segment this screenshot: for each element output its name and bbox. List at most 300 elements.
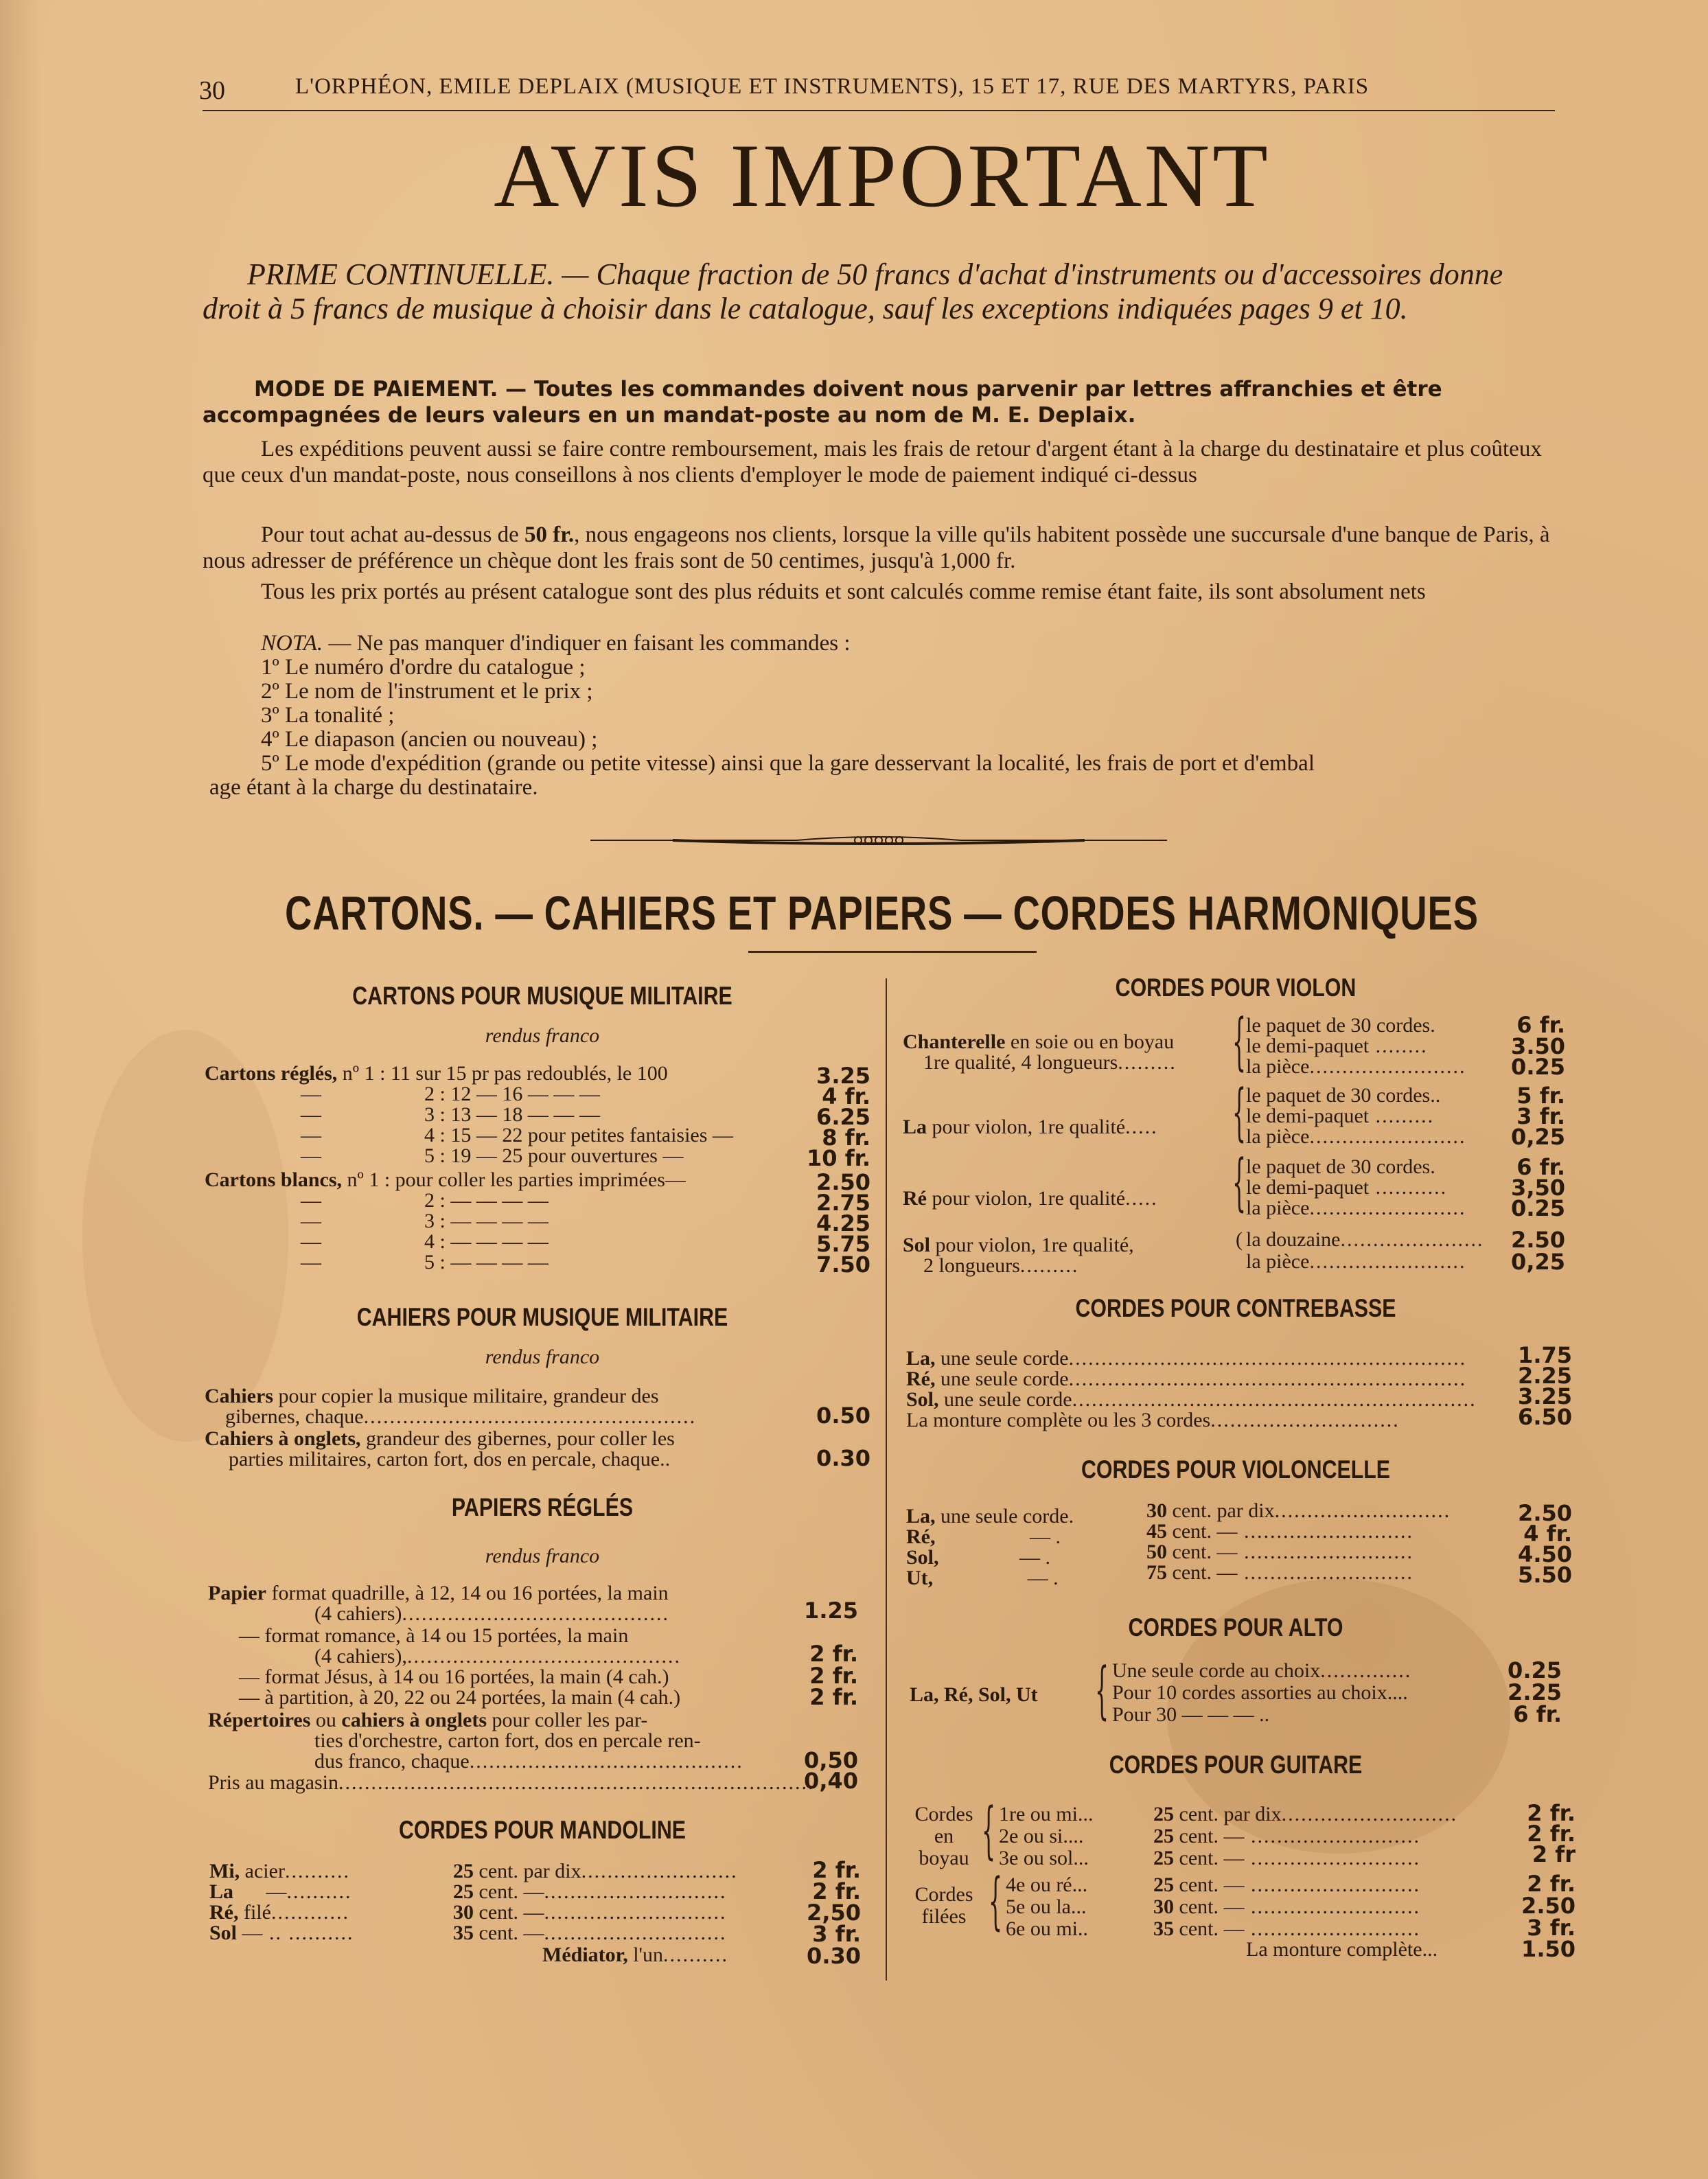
row-desc: (4 cahiers),: [314, 1645, 407, 1668]
row-desc: grandeur des gibernes, pour coller les: [360, 1427, 675, 1450]
table-row: 45 cent. — ..........................: [1146, 1520, 1413, 1543]
guitare-note: 2e ou si....: [999, 1825, 1084, 1847]
table-row: la pièce........................: [1246, 1250, 1466, 1273]
boyau-label-line: boyau: [919, 1847, 969, 1869]
row-desc: dus franco, chaque: [314, 1750, 470, 1773]
row-desc: 3 : 13 — 18 — — —: [424, 1103, 600, 1126]
table-row: Ré pour violon, 1re qualité.....: [903, 1187, 1158, 1210]
row-desc: 5 : 19 — 25 pour ouvertures —: [424, 1144, 684, 1167]
section-title: CARTONS. — CAHIERS ET PAPIERS — CORDES HARMONIQUES: [285, 886, 1479, 940]
table-row: [208, 1709, 647, 1731]
row-price: 0,50: [804, 1747, 858, 1773]
item-text: la pièce: [1246, 1125, 1310, 1148]
alto-heading: CORDES POUR ALTO: [1128, 1613, 1343, 1641]
alto-table: [910, 1655, 1582, 1736]
table-row: Une seule corde au choix..............: [1112, 1659, 1412, 1682]
row-price: 0.25: [1511, 1054, 1565, 1080]
guitare-note: 6e ou mi..: [1006, 1917, 1088, 1940]
string-desc: en soie ou en boyau: [1005, 1030, 1175, 1053]
guitare-note: 1re ou mi...: [999, 1803, 1094, 1825]
table-row: [205, 1428, 675, 1450]
item-text: Une seule corde au choix: [1112, 1659, 1321, 1682]
string-note: filé: [243, 1901, 271, 1924]
string-unit: cent. —: [1179, 1917, 1245, 1940]
ornament-divider-icon: [590, 832, 1167, 849]
table-row: 30 cent. par dix...........................: [1146, 1499, 1451, 1522]
mode-paiement: [203, 376, 1562, 428]
row-price: 4 fr.: [1523, 1521, 1572, 1547]
string-cents: 25: [453, 1880, 474, 1903]
table-row: (4 cahiers),..........................................: [314, 1645, 681, 1668]
running-title: L'ORPHÉON, EMILE DEPLAIX (MUSIQUE ET INSTRUMENTS), 15 ET 17, RUE DES MARTYRS, PARIS: [295, 74, 1370, 99]
string-name: La: [209, 1880, 234, 1903]
row-price: 2 fr.: [1527, 1800, 1576, 1826]
column-divider: [886, 978, 887, 1981]
paragraph-cheque-a: Pour tout achat au-dessus de: [261, 522, 524, 547]
table-row: [301, 1252, 549, 1273]
item-text: le demi-paquet: [1246, 1035, 1370, 1057]
row-price: 2 fr.: [812, 1878, 861, 1904]
string-cents: 35: [1153, 1917, 1174, 1940]
cartons-table: [205, 1063, 877, 1282]
table-row: [1006, 1896, 1086, 1918]
string-cents: 25: [1153, 1825, 1174, 1847]
string-name: Ré,: [209, 1901, 239, 1924]
table-row: [1246, 1085, 1440, 1107]
table-row: 30 cent. —............................: [453, 1901, 727, 1924]
row-label: —: [301, 1189, 321, 1212]
table-row: 25 cent. par dix........................: [453, 1860, 738, 1882]
row-price: 6 fr.: [1516, 1154, 1565, 1180]
mandoline-heading: CORDES POUR MANDOLINE: [398, 1816, 686, 1844]
violon-heading: CORDES POUR VIOLON: [1115, 973, 1357, 1002]
row-label: cahiers à onglets: [341, 1709, 487, 1731]
table-row: [314, 1730, 701, 1752]
table-row: [301, 1083, 600, 1105]
row-price: 6.50: [1518, 1404, 1572, 1430]
string-desc: pour violon, 1re qualité,: [930, 1234, 1134, 1256]
cahiers-heading: CAHIERS POUR MUSIQUE MILITAIRE: [356, 1303, 728, 1331]
string-desc: une seule corde: [935, 1368, 1069, 1390]
row-price: 2 fr.: [809, 1663, 858, 1689]
string-desc: pour violon, 1re qualité: [927, 1116, 1126, 1138]
guitare-note: 4e ou ré...: [1006, 1874, 1088, 1896]
table-row: [903, 1234, 1134, 1256]
string-name: La,: [906, 1505, 936, 1527]
item-text: le demi-paquet: [1246, 1176, 1370, 1199]
guitare-heading: CORDES POUR GUITARE: [1109, 1751, 1363, 1779]
brace-icon: {: [982, 1795, 996, 1867]
table-row: le demi-paquet .........: [1246, 1105, 1435, 1127]
row-price: 6.25: [816, 1104, 870, 1130]
row-desc: — à partition, à 20, 22 ou 24 portées, la main (4 cah.): [239, 1686, 681, 1709]
paragraph-cheque: [203, 522, 1562, 574]
table-row: (4 cahiers).........................................: [314, 1602, 669, 1625]
table-row: [239, 1687, 680, 1709]
table-row: [903, 1031, 1174, 1053]
row-desc: nº 1 : pour coller les parties imprimées—: [347, 1168, 686, 1191]
row-price: 2 fr.: [812, 1857, 861, 1883]
string-desc: une seule corde: [935, 1347, 1069, 1370]
string-name: La: [903, 1116, 927, 1138]
row-desc: Pris au magasin: [208, 1771, 338, 1794]
table-row: [906, 1567, 1059, 1589]
table-row: [239, 1666, 669, 1688]
table-row: La pour violon, 1re qualité.....: [903, 1116, 1158, 1138]
string-unit: cent. par dix: [1179, 1803, 1282, 1825]
table-row: 25 cent. — ..........................: [1153, 1874, 1420, 1896]
row-price: 2 fr.: [1527, 1821, 1576, 1847]
row-label: —: [301, 1251, 321, 1273]
item-text: le paquet de 30 cordes..: [1246, 1084, 1441, 1107]
string-unit: cent. par dix: [1172, 1499, 1275, 1522]
row-desc: 3 : — — — —: [424, 1210, 549, 1232]
paragraph-prix: Tous les prix portés au présent catalogue sont des plus réduits et sont calculés comme remise étant faite, ils sont absolument nets: [261, 579, 1426, 604]
string-name: Sol,: [906, 1388, 939, 1411]
violon-table: [903, 1006, 1576, 1282]
row-price: 0,25: [1511, 1124, 1565, 1150]
violoncelle-table: [906, 1500, 1579, 1596]
table-row: la douzaine......................: [1246, 1228, 1484, 1251]
string-cents: 50: [1146, 1541, 1167, 1563]
string-name: Ré: [903, 1187, 927, 1210]
table-row: [1112, 1682, 1408, 1704]
row-desc: format quadrille, à 12, 14 ou 16 portées, la main: [266, 1582, 669, 1604]
row-price: 8 fr.: [822, 1125, 870, 1151]
item-text: la pièce: [1246, 1250, 1310, 1273]
string-note: —: [242, 1922, 263, 1944]
title-rule: [748, 951, 1037, 953]
row-price: 3 fr.: [1516, 1103, 1565, 1129]
string-note: — .: [1014, 1546, 1051, 1569]
alto-label: La, Ré, Sol, Ut: [910, 1683, 1038, 1706]
row-desc: 4 : 15 — 22 pour petites fantaisies —: [424, 1124, 733, 1146]
nota-item: 2º Le nom de l'instrument et le prix ;: [261, 679, 593, 704]
string-unit: cent. par dix: [478, 1860, 581, 1882]
table-row: [301, 1104, 600, 1126]
string-unit: cent. —: [478, 1901, 544, 1924]
string-name: Sol: [903, 1234, 931, 1256]
cartons-heading: CARTONS POUR MUSIQUE MILITAIRE: [352, 982, 732, 1010]
string-unit: cent. —: [1172, 1541, 1238, 1563]
brace-icon: {: [989, 1865, 1003, 1937]
row-desc: parties militaires, carton fort, dos en percale, chaque..: [229, 1448, 671, 1471]
row-price: 3,50: [1511, 1175, 1565, 1201]
item-text: le paquet de 30 cordes.: [1246, 1155, 1435, 1178]
string-desc2: 1re qualité, 4 longueurs: [923, 1051, 1118, 1074]
table-row: Sol, une seule corde..............................................................: [906, 1388, 1477, 1411]
row-price: 0.25: [1508, 1657, 1562, 1683]
paragraph-cheque-c: , nous engageons nos clients, lorsque la ville qu'ils habitent possède une succursale d'une banque de Paris, à nous adresser de préférence un chèque dont les frais sont de 50 centimes, jusqu'à 1,000 fr.: [203, 522, 1550, 573]
paragraph-expeditions: Les expéditions peuvent aussi se faire contre remboursement, mais les frais de retour d'argent étant à la charge du destinataire et plus coûteux que ceux d'un mandat-poste, nous conseillons à nos clients d'employer le mode de paiement indiqué ci-dessus: [203, 437, 1542, 487]
row-label: Cahiers à onglets,: [205, 1427, 361, 1450]
prime-paragraph: [203, 257, 1562, 326]
papiers-franco: rendus franco: [485, 1545, 600, 1567]
table-row: [906, 1526, 1061, 1548]
table-row: [239, 1625, 628, 1647]
row-desc: gibernes, chaque: [225, 1405, 364, 1428]
prime-lead: PRIME CONTINUELLE. —: [247, 257, 589, 291]
row-price: 5 fr.: [1516, 1083, 1565, 1109]
table-row: [1112, 1704, 1269, 1726]
string-note: une seule corde.: [935, 1505, 1074, 1527]
header-rule: [203, 110, 1555, 111]
brace-icon: {: [1095, 1655, 1109, 1727]
monture-label: La monture complète...: [1246, 1938, 1438, 1961]
string-unit: cent. —: [478, 1880, 544, 1903]
row-price: 3.50: [1511, 1033, 1565, 1059]
string-note: — .: [1022, 1567, 1059, 1589]
row-price: 2.25: [1508, 1679, 1562, 1705]
string-cents: 30: [1146, 1499, 1167, 1522]
row-price: 5.75: [816, 1231, 870, 1257]
item-text: la pièce: [1246, 1055, 1310, 1078]
row-price: 2.50: [1511, 1227, 1565, 1253]
item-text: Pour 30 — — — ..: [1112, 1703, 1270, 1726]
row-price: 4 fr.: [822, 1083, 870, 1109]
row-label: —: [301, 1083, 321, 1105]
string-name: La,: [906, 1347, 936, 1370]
table-row: 30 cent. — ..........................: [1153, 1895, 1420, 1918]
table-row: 25 cent. par dix...........................: [1153, 1803, 1458, 1825]
row-price: 0.30: [816, 1445, 870, 1471]
string-unit: cent. —: [478, 1922, 544, 1944]
string-cents: 25: [1153, 1874, 1174, 1896]
row-price: 2 fr.: [809, 1641, 858, 1667]
table-row: 35 cent. —............................: [453, 1922, 727, 1944]
item-text: Pour 10 cordes assorties au choix....: [1112, 1681, 1408, 1704]
prime-text: Chaque fraction de 50 francs d'achat d'instruments ou d'accessoires donne droit à 5 francs de musique à choisir dans le catalogue, sauf les exceptions indiquées pages 9 et 10.: [203, 257, 1503, 325]
table-row: 35 cent. — ..........................: [1153, 1917, 1420, 1940]
table-row: [205, 1169, 686, 1191]
boyau-label: [910, 1803, 978, 1869]
string-unit: cent. —: [1179, 1895, 1245, 1918]
table-row: 75 cent. — ..........................: [1146, 1561, 1413, 1584]
string-cents: 25: [453, 1860, 474, 1882]
row-price: 0.25: [1511, 1195, 1565, 1221]
row-price: 1.25: [804, 1598, 858, 1624]
table-row: Sol — .. ..........: [209, 1922, 354, 1944]
string-cents: 75: [1146, 1561, 1167, 1584]
string-note: — .: [1024, 1525, 1061, 1548]
table-row: [999, 1847, 1089, 1869]
table-row: 25 cent. — ..........................: [1153, 1825, 1420, 1847]
brace-icon: {: [1232, 1006, 1247, 1078]
string-cents: 35: [453, 1922, 474, 1944]
table-row: 25 cent. — ..........................: [1153, 1847, 1420, 1869]
string-name: Sol,: [906, 1546, 939, 1569]
string-desc: pour violon, 1re qualité: [926, 1187, 1126, 1210]
row-desc: pour coller les par-: [487, 1709, 648, 1731]
guitare-table: [910, 1795, 1582, 1962]
nota-lead: NOTA.: [261, 631, 323, 656]
row-label: —: [301, 1144, 321, 1167]
row-price: 2 fr.: [1527, 1871, 1576, 1897]
contrebasse-heading: CORDES POUR CONTREBASSE: [1075, 1294, 1396, 1322]
item-text: la douzaine: [1246, 1228, 1341, 1251]
row-label: —: [301, 1103, 321, 1126]
string-cents: 25: [1153, 1847, 1174, 1869]
row-price: 2.25: [1518, 1363, 1572, 1389]
mode-text: MODE DE PAIEMENT. — Toutes les commandes doivent nous parvenir par lettres affranchies et être accompagnées de leurs valeurs en un mandat-poste au nom de M. E. Deplaix.: [203, 377, 1442, 428]
row-desc: 2 : 12 — 16 — — —: [424, 1083, 600, 1105]
table-row: La monture complète ou les 3 cordes.............................: [906, 1409, 1400, 1431]
string-note: acier: [244, 1860, 285, 1882]
nota-item: 4º Le diapason (ancien ou nouveau) ;: [261, 727, 598, 752]
cahiers-franco: rendus franco: [485, 1346, 600, 1368]
table-row: le demi-paquet ...........: [1246, 1176, 1448, 1199]
row-label: Répertoires: [208, 1709, 311, 1731]
table-row: [301, 1125, 733, 1146]
table-row: [301, 1190, 549, 1212]
brace-icon: (: [1236, 1228, 1243, 1251]
table-row: [1006, 1918, 1088, 1940]
table-row: [999, 1803, 1093, 1825]
nota-item: 1º Le numéro d'ordre du catalogue ;: [261, 655, 586, 680]
table-row: [301, 1231, 549, 1253]
table-row: [1006, 1874, 1087, 1896]
row-price: 7.50: [816, 1252, 870, 1278]
guitare-note: 5e ou la...: [1006, 1895, 1087, 1918]
row-desc: — format Jésus, à 14 ou 16 portées, la main (4 cah.): [239, 1665, 669, 1688]
row-price: 0.30: [807, 1943, 861, 1969]
nota-block: [209, 631, 1600, 800]
nota-item: 3º La tonalité ;: [261, 703, 395, 728]
table-row: 50 cent. — ..........................: [1146, 1541, 1413, 1563]
row-label: —: [301, 1210, 321, 1232]
row-price: 2 fr: [1532, 1841, 1576, 1867]
row-label: —: [301, 1230, 321, 1253]
string-unit: cent. —: [1179, 1825, 1245, 1847]
filees-label-line: Cordes: [914, 1883, 973, 1906]
table-row: le demi-paquet ........: [1246, 1035, 1428, 1057]
avis-title: AVIS IMPORTANT: [494, 125, 1271, 226]
string-name: Mi,: [209, 1860, 240, 1882]
table-row: la pièce........................: [1246, 1197, 1466, 1219]
row-price: 2,50: [807, 1900, 861, 1926]
string-desc: La monture complète ou les 3 cordes: [906, 1409, 1211, 1431]
table-row: Mi, acier..........: [209, 1860, 350, 1882]
row-price: 0.50: [816, 1403, 870, 1429]
row-desc: ties d'orchestre, carton fort, dos en percale ren-: [314, 1729, 701, 1752]
page-number: 30: [199, 76, 225, 105]
row-desc: 2 : — — — —: [424, 1189, 549, 1212]
table-row: Ré, filé............: [209, 1901, 349, 1924]
row-desc: nº 1 : 11 sur 15 pr pas redoublés, le 100: [342, 1062, 668, 1085]
row-price: 5.50: [1518, 1562, 1572, 1588]
row-label: —: [301, 1124, 321, 1146]
table-row: la pièce........................: [1246, 1055, 1466, 1078]
table-row: [301, 1210, 549, 1232]
string-cents: 30: [1153, 1895, 1174, 1918]
table-row: 1re qualité, 4 longueurs.........: [923, 1051, 1177, 1074]
filees-label: [910, 1884, 978, 1928]
row-desc: 4 : — — — —: [424, 1230, 549, 1253]
table-row: [229, 1449, 670, 1471]
contrebasse-table: [906, 1342, 1579, 1438]
string-unit: cent. —: [1179, 1847, 1245, 1869]
string-note: —: [266, 1880, 287, 1903]
cartons-franco: rendus franco: [485, 1024, 600, 1047]
row-price: 2.75: [816, 1190, 870, 1216]
row-label: Cartons réglés,: [205, 1062, 338, 1085]
row-price: 1.50: [1521, 1936, 1576, 1962]
row-price: 4.50: [1518, 1541, 1572, 1567]
row-desc: 5 : — — — —: [424, 1251, 549, 1273]
papiers-heading: PAPIERS RÉGLÉS: [451, 1493, 634, 1521]
row-price: 2.50: [1521, 1893, 1576, 1919]
row-desc: — format romance, à 14 ou 15 portées, la main: [239, 1624, 629, 1647]
row-price: 3.25: [816, 1063, 870, 1089]
string-name: Sol: [209, 1922, 238, 1944]
nota-item: 5º Le mode d'expédition (grande ou petite vitesse) ainsi que la gare desservant la localité, les frais de port et d'embal: [261, 751, 1315, 776]
table-row: la pièce........................: [1246, 1125, 1466, 1148]
table-row: Médiator, l'un..........: [542, 1944, 728, 1966]
string-unit: cent. —: [1172, 1520, 1238, 1543]
table-row: [906, 1506, 1074, 1527]
table-row: [999, 1825, 1083, 1847]
string-unit: cent. —: [1179, 1874, 1245, 1896]
table-row: 2 longueurs.........: [923, 1254, 1079, 1277]
table-row: 25 cent. —............................: [453, 1880, 727, 1903]
table-row: Pris au magasin.........................................................................: [208, 1771, 815, 1794]
row-label: Papier: [208, 1582, 266, 1604]
row-label: Cartons blancs,: [205, 1168, 343, 1191]
row-desc: ou: [310, 1709, 342, 1731]
table-row: [205, 1063, 668, 1085]
string-cents: 45: [1146, 1520, 1167, 1543]
mediator-text: l'un: [627, 1944, 663, 1966]
guitare-note: 3e ou sol...: [999, 1847, 1089, 1869]
row-price: 4.25: [816, 1210, 870, 1236]
table-row: [301, 1145, 683, 1167]
item-text: le demi-paquet: [1246, 1105, 1370, 1127]
row-price: 2.50: [1518, 1500, 1572, 1526]
string-desc2: 2 longueurs: [923, 1254, 1020, 1277]
string-unit: cent. —: [1172, 1561, 1238, 1584]
string-name: Ré,: [906, 1368, 936, 1390]
table-row: Ré, une seule corde.............................................................: [906, 1368, 1467, 1390]
item-text: le paquet de 30 cordes.: [1246, 1014, 1435, 1037]
string-cents: 25: [1153, 1803, 1174, 1825]
brace-icon: {: [1232, 1146, 1247, 1219]
row-price: 2 fr.: [809, 1684, 858, 1710]
table-row: [205, 1385, 659, 1407]
papiers-table: [205, 1582, 877, 1802]
table-row: [208, 1582, 669, 1604]
table-row: La, une seule corde.............................................................: [906, 1347, 1467, 1370]
table-row: [1246, 1156, 1435, 1178]
filees-label-line: filées: [921, 1905, 967, 1928]
row-price: 0,25: [1511, 1249, 1565, 1275]
table-row: [906, 1547, 1050, 1569]
mandoline-table: [206, 1857, 879, 1977]
nota-intro: — Ne pas manquer d'indiquer en faisant les commandes :: [323, 631, 851, 656]
string-name: Ut,: [906, 1567, 934, 1589]
boyau-label-line: Cordes: [914, 1803, 973, 1825]
row-price: 2.50: [816, 1169, 870, 1195]
row-price: 3 fr.: [812, 1921, 861, 1947]
item-text: la pièce: [1246, 1197, 1310, 1219]
string-name: Chanterelle: [903, 1030, 1006, 1053]
row-price: 1.75: [1518, 1342, 1572, 1368]
row-price: 10 fr.: [807, 1145, 870, 1171]
paragraph-cheque-amount: 50 fr.: [524, 522, 575, 547]
row-price: 6 fr.: [1513, 1701, 1562, 1727]
boyau-label-line: en: [934, 1825, 954, 1847]
row-label: Cahiers: [205, 1385, 273, 1407]
violoncelle-heading: CORDES POUR VIOLONCELLE: [1081, 1455, 1391, 1484]
